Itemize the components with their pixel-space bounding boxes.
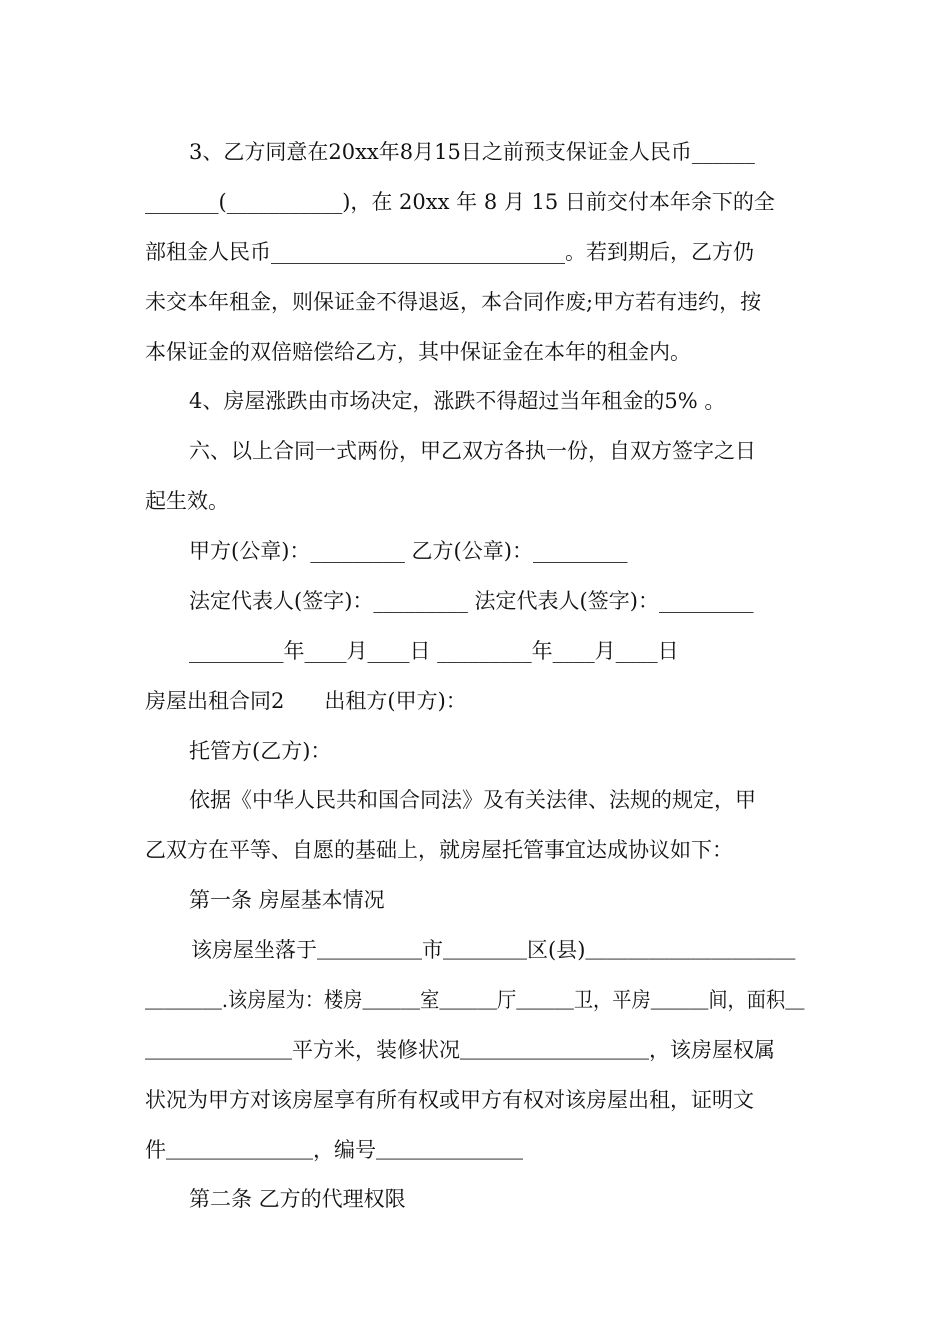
clause-3-line-4: 未交本年租金，则保证金不得退返，本合同作废;甲方若有违约，按	[145, 290, 762, 314]
contract-2-title: 房屋出租合同2 出租方(甲方)：	[145, 689, 467, 713]
seal-line: 甲方(公章)：_________ 乙方(公章)：_________	[189, 539, 628, 563]
article-1-line-3: ＿＿＿＿＿＿＿平方米，装修状况＿＿＿＿＿＿＿＿＿，该房屋权属	[145, 1038, 775, 1062]
article-2-heading: 第二条 乙方的代理权限	[189, 1187, 406, 1211]
clause-3-line-2: _______(___________)，在 20xx 年 8 月 15 日前交付本年余下的全	[145, 190, 775, 214]
clause-3-line-1: 3、乙方同意在20xx年8月15日之前预支保证金人民币______	[189, 140, 755, 164]
preamble-line-1: 依据《中华人民共和国合同法》及有关法律、法规的规定，甲	[189, 788, 756, 812]
date-line: _________年____月____日 _________年____月____日	[189, 639, 679, 663]
clause-3-line-3: 部租金人民币____________________________。若到期后，乙方仍	[145, 240, 754, 264]
preamble-line-2: 乙双方在平等、自愿的基础上，就房屋托管事宜达成协议如下：	[145, 838, 733, 862]
article-1-heading: 第一条 房屋基本情况	[189, 888, 385, 912]
trustee-party-line: 托管方(乙方)：	[189, 739, 332, 763]
article-1-line-2: ＿＿＿＿.该房屋为：楼房＿＿＿室＿＿＿厅＿＿＿卫，平房＿＿＿间，面积＿	[145, 988, 805, 1012]
article-1-line-5: 件＿＿＿＿＿＿＿，编号＿＿＿＿＿＿＿	[145, 1138, 523, 1162]
clause-4-line: 4、房屋涨跌由市场决定，涨跌不得超过当年租金的5% 。	[189, 389, 726, 413]
article-1-line-4: 状况为甲方对该房屋享有所有权或甲方有权对该房屋出租，证明文	[145, 1088, 754, 1112]
section-6-line-1: 六、以上合同一式两份，甲乙双方各执一份，自双方签字之日	[189, 439, 756, 463]
clause-3-line-5: 本保证金的双倍赔偿给乙方，其中保证金在本年的租金内。	[145, 340, 691, 364]
signature-line: 法定代表人(签字)：_________ 法定代表人(签字)：_________	[189, 589, 754, 613]
article-1-line-1: 该房屋坐落于＿＿＿＿＿市＿＿＿＿区(县)＿＿＿＿＿＿＿＿＿＿	[191, 938, 796, 962]
section-6-line-2: 起生效。	[145, 489, 229, 513]
